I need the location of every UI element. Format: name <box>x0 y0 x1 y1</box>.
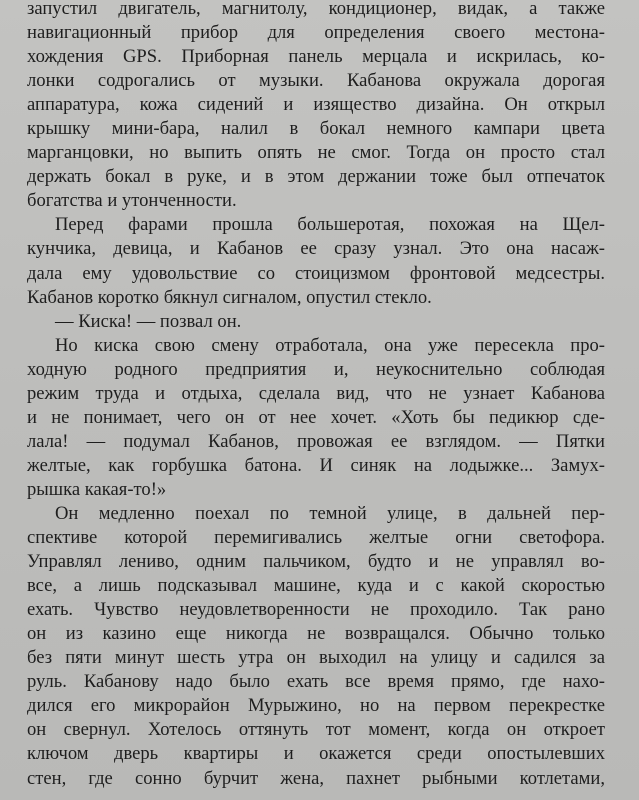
text-line: дала ему удовольствие со стоицизмом фронтовой медсестры. <box>27 262 605 284</box>
text-line: запустил двигатель, магнитолу, кондиционер, видак, а также <box>27 0 605 19</box>
text-line: кунчика, девица, и Кабанов ее сразу узнал. Это она насаж- <box>27 238 605 260</box>
text-line: все, а лишь подсказывал машине, куда и с какой скоростью <box>27 575 605 597</box>
text-line: рышка какая-то!» <box>27 478 167 500</box>
text-line: марганцовки, но выпить опять не смог. Тогда он просто стал <box>27 142 605 164</box>
text-line: Но киска свою смену отработала, она уже пересекла про- <box>55 334 605 356</box>
text-line: он из казино еще никогда не возвращался. Обычно только <box>27 623 605 645</box>
text-line: богатства и утонченности. <box>27 190 237 212</box>
text-line: без пяти минут шесть утра он выходил на улицу и садился за <box>27 647 605 669</box>
text-line: лонки содрогались от музыки. Кабанова окружала дорогая <box>27 70 605 92</box>
text-line: — Киска! — позвал он. <box>55 310 242 332</box>
text-line: режим труда и отдыха, сделала вид, что не узнает Кабанова <box>27 382 605 404</box>
text-line: и не понимает, чего он от нее хочет. «Хоть бы педикюр сде- <box>27 406 605 428</box>
text-line: лала! — подумал Кабанов, провожая ее взглядом. — Пятки <box>27 430 605 452</box>
text-line: хождения GPS. Приборная панель мерцала и искрилась, ко- <box>27 46 605 68</box>
text-line: стен, где сонно бурчит жена, пахнет рыбными котлетами, <box>27 767 605 789</box>
text-line: держать бокал в руке, и в этом держании тоже был отпечаток <box>27 166 605 188</box>
text-line: навигационный прибор для определения своего местона- <box>27 22 605 44</box>
text-line: Управлял лениво, одним пальчиком, будто и не управлял во- <box>27 551 605 573</box>
text-line: ключом дверь квартиры и окажется среди опостылевших <box>27 743 605 765</box>
text-line: Кабанов коротко бякнул сигналом, опустил стекло. <box>27 286 432 308</box>
text-line: спективе которой перемигивались желтые огни светофора. <box>27 527 605 549</box>
text-line: Перед фарами прошла большеротая, похожая на Щел- <box>55 214 605 236</box>
text-line: ехать. Чувство неудовлетворенности не проходило. Так рано <box>27 599 605 621</box>
page-text <box>27 0 605 791</box>
text-line: крышку мини-бара, налил в бокал немного кампари цвета <box>27 118 605 140</box>
text-line: желтые, как горбушка батона. И синяк на лодыжке... Замух- <box>27 454 605 476</box>
text-line: дился его микрорайон Мурыжино, но на первом перекрестке <box>27 695 605 717</box>
text-line: он свернул. Хотелось оттянуть тот момент, когда он откроет <box>27 719 605 741</box>
text-line: аппаратура, кожа сидений и изящество дизайна. Он открыл <box>27 94 605 116</box>
text-line: Он медленно поехал по темной улице, в дальней пер- <box>55 502 605 524</box>
text-line: ходную родного предприятия и, неукоснительно соблюдая <box>27 358 605 380</box>
text-line: руль. Кабанову надо было ехать все время прямо, где нахо- <box>27 671 605 693</box>
